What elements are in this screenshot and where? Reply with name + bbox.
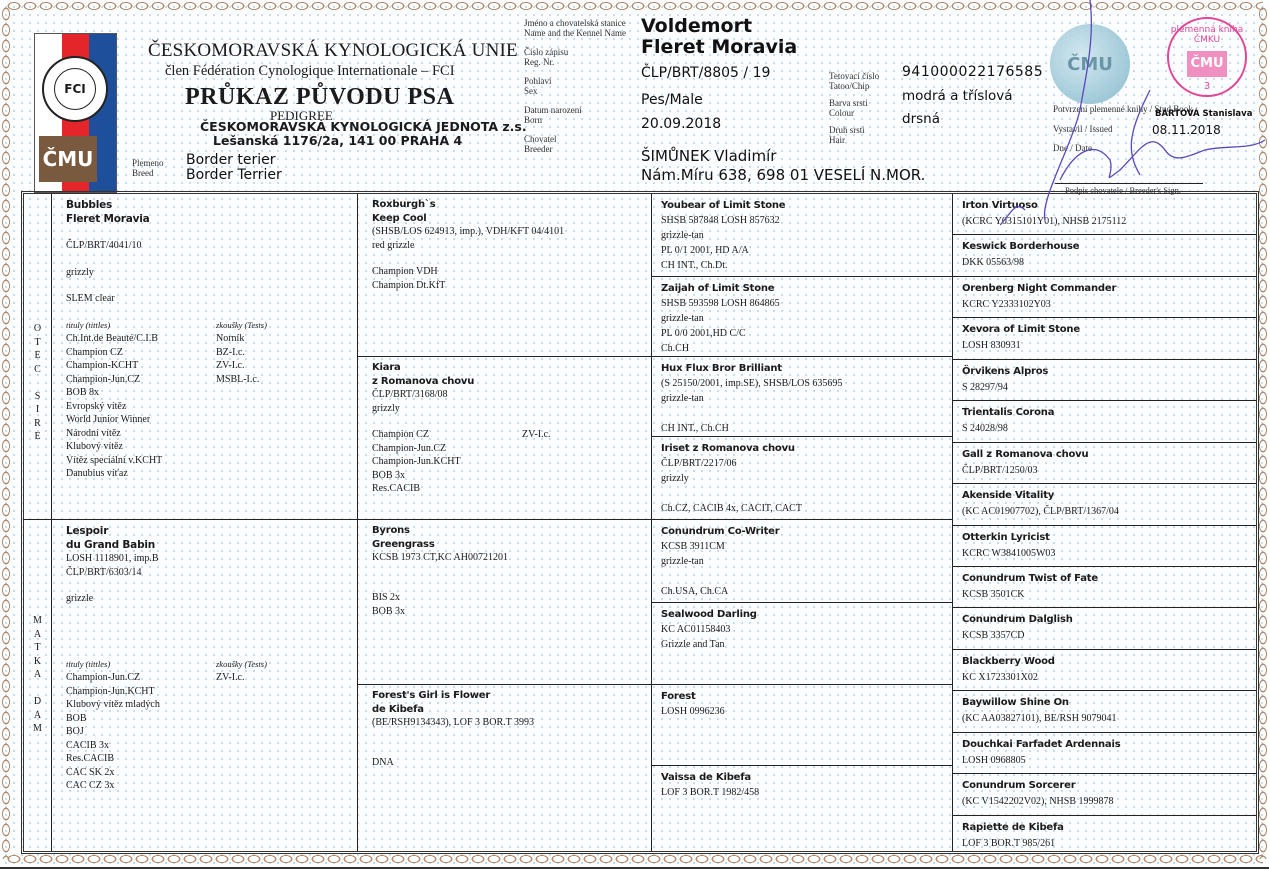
title-item: Klubový vítěz mladých [66, 699, 160, 710]
dog-reg-number: ČLP/BRT/8805 / 19 [641, 65, 771, 81]
title-item: BOB 3x [372, 469, 406, 481]
titles-tests [372, 756, 651, 770]
title-item: Champion CZ [66, 346, 123, 358]
hair-label: Druh srsti Hair [829, 125, 865, 145]
ancestor-kennel: de Kibefa [372, 703, 424, 715]
studbook-label: Potvrzení plemenné knihy / Stud Book [1053, 104, 1193, 114]
ancestor-name: Rapiette de Kibefa [962, 822, 1064, 833]
ancestor-cell [953, 484, 1256, 526]
ancestor-cell [953, 567, 1256, 608]
test-item: ZV-I.c. [522, 429, 551, 440]
ancestor-reg: LOSH 830931 [962, 340, 1021, 351]
title-item: Champion VDH [372, 266, 438, 277]
ancestor-name: Conundrum Dalglish [962, 614, 1073, 625]
ancestor-name: Akenside Vitality [962, 490, 1055, 501]
title-item: Champion-Jun.CZ [66, 373, 141, 385]
ancestor-info: SHSB 587848 LOSH 857632 [661, 215, 780, 226]
side-letter: R [34, 417, 41, 429]
test-item: MSBL-I.c. [216, 373, 260, 385]
side-letter [24, 376, 51, 390]
titles-list [372, 428, 522, 496]
title-item: Champion-Jun.CZ [66, 672, 141, 683]
side-letter: E [34, 350, 41, 361]
cmku-hologram-icon: ČMU [1050, 24, 1130, 104]
titles-tests [372, 265, 651, 292]
studbook-stamp: plemenná kniha ČMKU ČMU 3 [1167, 17, 1247, 97]
title-item: BOB 8x [66, 387, 100, 398]
ancestor-name: Otterkin Lyricist [962, 532, 1050, 543]
ancestor-cell [652, 766, 952, 857]
spacer [372, 415, 651, 428]
ancestor-name: Hux Flux Bror Brilliant [661, 363, 782, 374]
ancestor-name: Conundrum Twist of Fate [962, 573, 1098, 584]
ancestor-info: Ch.CZ, CACIB 4x, CACIT, CACT [661, 503, 802, 514]
ancestor-name: Conundrum Sorcerer [962, 780, 1076, 791]
dog-chip: 941000022176585 [902, 64, 1044, 80]
ancestor-reg: (KC V1542202V02), NHSB 1999878 [962, 796, 1114, 807]
titles-tests [372, 591, 651, 618]
ancestor-reg: S 24028/98 [962, 423, 1008, 434]
dam-cell: Lespoir du Grand Babin LOSH 1118901, imp.B ČLP/BRT/6303/14 grizzle tituly (tittles) zkoušky (Tests) Champion-Jun.CZ Champion-Jun.KCHT Klubový vítěz mladých BOB BOJ CACIB 3x Res.CACIB CAC SK 2x CAC CZ 3x ZV-I.c. [66, 525, 267, 791]
ancestor-reg: DKK 05563/98 [962, 257, 1024, 268]
generation-3 [651, 194, 952, 851]
breeder-label: Chovatel Breeder [524, 134, 557, 154]
spacer [372, 578, 651, 591]
ancestor-info: (S 25150/2001, imp.SE), SHSB/LOS 635695 [661, 378, 843, 389]
generation-4 [952, 194, 1256, 851]
ancestor-cell [953, 526, 1256, 567]
ancestor-info: grizzle-tan [661, 313, 704, 324]
side-letter: E [34, 431, 41, 442]
ancestor-cell [652, 357, 952, 437]
ancestor-reg: (KCRC Y0315101Y01), NHSB 2175112 [962, 216, 1127, 227]
side-letter: C [34, 363, 41, 375]
ancestor-name: Forest [661, 691, 696, 702]
title-item: Champion-KCHT [66, 360, 139, 371]
ancestor-name: Zaijah of Limit Stone [661, 283, 775, 294]
side-letter [24, 682, 51, 696]
ancestor-info: PL 0/1 2001, HD A/A [661, 245, 749, 256]
born-label: Datum narození Born [524, 105, 582, 125]
spacer [372, 743, 651, 756]
ancestor-name: Vaissa de Kibefa [661, 772, 751, 783]
ancestor-cell [358, 685, 651, 857]
document-title: PRŮKAZ PŮVODU PSA [185, 84, 455, 110]
title-item: CACIB 3x [66, 739, 110, 751]
ancestor-cell [953, 318, 1256, 360]
ancestor-name: Sealwood Darling [661, 609, 757, 620]
breed-label: Plemeno Breed [132, 158, 164, 178]
dog-hair: drsná [902, 111, 940, 127]
ancestor-cell [652, 277, 952, 357]
ancestor-colour [372, 730, 651, 744]
ancestor-cell [953, 194, 1256, 235]
ancestor-kennel: z Romanova chovu [372, 375, 475, 387]
titles-tests [372, 428, 651, 496]
ancestor-reg: (SHSB/LOS 624913, imp.), VDH/KFT 04/4101 [372, 226, 565, 237]
breed-cz: Border terier [186, 152, 276, 168]
ancestor-cell [358, 357, 651, 520]
ancestor-info: KC AC01158403 [661, 624, 731, 635]
ancestor-info: LOSH 0996236 [661, 706, 725, 717]
title-item: Res.CACIB [372, 483, 421, 494]
ancestor-reg: (KC AC01907702), ČLP/BRT/1367/04 [962, 506, 1119, 517]
ancestor-name: Forest's Girl is Flower [372, 690, 491, 701]
title-item: Evropský vítěz [66, 400, 127, 412]
ancestor-name: Iriset z Romanova chovu [661, 443, 795, 454]
title-item: Danubius víťaz [66, 468, 128, 479]
side-letter: O [33, 323, 42, 334]
ancestor-name: Byrons [372, 525, 410, 536]
signature-line [1055, 183, 1203, 184]
ancestor-cell [953, 816, 1256, 857]
ancestor-reg: ČLP/BRT/3168/08 [372, 389, 448, 400]
title-item: Champion CZ [372, 429, 429, 440]
ancestor-name: Örvikens Alpros [962, 366, 1049, 377]
ancestor-name: Kiara [372, 362, 401, 373]
ancestor-kennel: Keep Cool [372, 212, 427, 224]
side-letter: M [33, 615, 42, 626]
side-letter: T [34, 642, 41, 653]
title-item: Ch.Int.de Beauté/C.I.B [66, 333, 158, 344]
ancestor-cell [652, 194, 952, 277]
ancestor-info: KCSB 3911CM [661, 541, 725, 552]
ancestor-cell [652, 685, 952, 766]
cmku-fci-logo [34, 33, 117, 193]
generation-2 [357, 194, 651, 851]
sire-vertical-label [24, 322, 51, 444]
title-item: Champion Dt.KfT [372, 279, 446, 291]
dam-vertical-label [24, 614, 51, 736]
breeder-sign-label: Podpis chovatele / Breeder's Sign. [1065, 185, 1182, 195]
ancestor-name: Conundrum Co-Writer [661, 526, 780, 537]
side-letter: I [35, 404, 40, 415]
ancestor-cell [953, 733, 1256, 774]
ancestor-info [661, 486, 952, 501]
ancestor-cell [652, 520, 952, 603]
ancestor-info: grizzle-tan [661, 230, 704, 241]
dog-colour: modrá a tříslová [902, 88, 1013, 104]
ancestor-info: ČLP/BRT/2217/06 [661, 458, 737, 469]
title-item: Národní vítěz [66, 427, 121, 439]
ancestor-name: Blackberry Wood [962, 656, 1055, 667]
ancestor-name: Douchkai Farfadet Ardennais [962, 739, 1121, 750]
ancestor-reg: KCRC Y2333102Y03 [962, 299, 1051, 310]
scan-edge [0, 867, 1269, 879]
ancestor-cell [953, 277, 1256, 318]
titles-list [372, 756, 522, 770]
ancestor-reg: KCSB 3501CK [962, 589, 1025, 600]
chip-label: Tetovací číslo Tatoo/Chip [829, 71, 880, 91]
ancestor-cell [953, 650, 1256, 691]
title-item: Champion-Jun.CZ [372, 442, 447, 454]
issued-date: 08.11.2018 [1152, 123, 1221, 137]
ancestor-reg: KCSB 3357CD [962, 630, 1025, 641]
breeder: ŠIMŮNEK Vladimír Nám.Míru 638, 698 01 VESELÍ N.MOR. [641, 147, 926, 184]
ancestor-reg: S 28297/94 [962, 382, 1008, 393]
ancestor-reg: KCRC W3841005W03 [962, 548, 1056, 559]
fci-membership: člen Fédération Cynologique Internationale – FCI [165, 63, 455, 79]
ancestor-cell [953, 608, 1256, 650]
sire-cell: Bubbles Fleret Moravia ČLP/BRT/4041/10 grizzly SLEM clear tituly (tittles) zkoušky (Tests) Ch.Int.de Beauté/C.I.B Champion CZ Champion-KCHT Champion-Jun.CZ BOB 8x Evropský vítěz World Junior Winner Národní vítěz Klubový vítěz Vítěz speciální v.KCHT Danubius víťaz Norník BZ-I.c. ZV-I.c. MSBL-I.c. [52, 194, 357, 520]
ancestor-cell [953, 691, 1256, 733]
title-item: Champion-Jun.KCHT [372, 456, 461, 467]
ancestor-info [661, 406, 952, 421]
reg-label: Číslo zápisu Reg. Nr. [524, 47, 569, 67]
document-subtitle: PEDIGREE [270, 108, 333, 123]
ancestor-info: Ch.CH [661, 343, 690, 354]
ancestor-info: CH INT., Ch.Dt. [661, 260, 728, 271]
dog-name: Voldemort Fleret Moravia [641, 15, 798, 58]
union-title: ČESKOMORAVSKÁ KYNOLOGICKÁ UNIE [148, 40, 518, 61]
test-item: Norník [216, 333, 245, 344]
ancestor-name: Youbear of Limit Stone [661, 200, 786, 211]
pedigree-table [21, 191, 1259, 854]
side-letter: A [33, 628, 42, 640]
ancestor-cell [953, 401, 1256, 443]
side-letter: T [34, 336, 41, 348]
ancestor-cell [953, 235, 1256, 277]
title-item: DNA [372, 757, 394, 768]
ancestor-cell [358, 520, 651, 685]
ancestor-info: PL 0/0 2001,HD C/C [661, 328, 746, 339]
test-item: ZV-I.c. [216, 360, 245, 371]
ancestor-cell [652, 603, 952, 685]
ancestor-name: Roxburgh`s [372, 199, 436, 210]
title-item: CAC CZ 3x [66, 780, 115, 791]
ancestor-name: Xevora of Limit Stone [962, 324, 1080, 335]
club-address: Lešanská 1176/2a, 141 00 PRAHA 4 [213, 133, 463, 148]
ancestor-info: SHSB 593598 LOSH 864865 [661, 298, 780, 309]
title-item: BOJ [66, 726, 84, 737]
test-item: BZ-I.c. [216, 346, 245, 358]
issuer-name: BÁRTOVÁ Stanislava [1155, 109, 1253, 119]
ancestor-colour: grizzly [372, 402, 400, 414]
title-item: Res.CACIB [66, 753, 115, 764]
ancestor-name: Keswick Borderhouse [962, 241, 1080, 252]
ancestor-reg: LOF 3 BOR.T 985/261 [962, 838, 1056, 849]
decorative-border-left [0, 6, 12, 859]
tests-list [522, 428, 551, 496]
generation-1 [51, 194, 357, 851]
side-letter: M [33, 723, 42, 734]
ancestor-info: CH INT., Ch.CH [661, 423, 729, 434]
ancestor-info: grizzly [661, 473, 689, 484]
ancestor-info: Ch.USA, Ch.CA [661, 586, 729, 597]
side-labels [24, 194, 51, 851]
side-letter: A [33, 669, 42, 680]
ancestor-cell [358, 194, 651, 357]
ancestor-name: Irton Virtuoso [962, 200, 1038, 211]
ancestor-reg: LOSH 0968805 [962, 755, 1026, 766]
title-item: CAC SK 2x [66, 766, 115, 778]
titles-list [372, 591, 522, 618]
dog-born: 20.09.2018 [641, 116, 722, 132]
dog-sex: Pes/Male [641, 92, 703, 108]
title-item: Champion-Jun.KCHT [66, 685, 155, 697]
title-item: BIS 2x [372, 592, 401, 603]
ancestor-name: Trientalis Corona [962, 407, 1055, 418]
title-item: World Junior Winner [66, 414, 151, 425]
date-label: Dne / Date [1053, 143, 1092, 153]
ancestor-info: LOF 3 BOR.T 1982/458 [661, 787, 760, 798]
ancestor-reg: KCSB 1973 CT,KC AH00721201 [372, 552, 508, 563]
ancestor-name: Orenberg Night Commander [962, 283, 1117, 294]
title-item: Klubový vítěz [66, 441, 123, 452]
ancestor-info: grizzle-tan [661, 393, 704, 404]
ancestor-cell [953, 443, 1256, 484]
colour-label: Barva srsti Colour [829, 98, 868, 118]
spacer [372, 252, 651, 265]
title-item: Vítěz speciální v.KCHT [66, 454, 163, 466]
ancestor-reg: ČLP/BRT/1250/03 [962, 465, 1038, 476]
ancestor-info [661, 569, 952, 584]
ancestor-kennel: Greengrass [372, 538, 435, 550]
test-item: ZV-I.c. [216, 672, 245, 683]
decorative-border-top [6, 0, 1263, 12]
name-label: Jméno a chovatelská stanice Name and the Kennel Name [524, 18, 626, 38]
fci-seal-icon: FCI [42, 56, 108, 122]
ancestor-cell [652, 437, 952, 520]
side-letter: A [33, 709, 42, 721]
titles-list [372, 265, 522, 292]
club-name: ČESKOMORAVSKÁ KYNOLOGICKÁ JEDNOTA z.s. [200, 119, 527, 134]
ancestor-info: Grizzle and Tan [661, 639, 725, 650]
ancestor-name: Gall z Romanova chovu [962, 449, 1089, 460]
ancestor-reg: KC X1723301X02 [962, 672, 1038, 683]
ancestor-cell [953, 360, 1256, 401]
ancestor-reg: (KC AA03827101), BE/RSH 9079041 [962, 713, 1117, 724]
cmku-mark-icon: ČMU [39, 136, 97, 182]
ancestor-reg: (BE/RSH9134343), LOF 3 BOR.T 3993 [372, 717, 535, 728]
side-letter: S [34, 390, 41, 402]
title-item: BOB 3x [372, 605, 406, 617]
title-item: BOB [66, 712, 87, 724]
ancestor-name: Baywillow Shine On [962, 697, 1069, 708]
sex-label: Pohlaví Sex [524, 76, 552, 96]
ancestor-info: grizzle-tan [661, 556, 704, 567]
side-letter: K [33, 655, 42, 667]
issued-label: Vystavil / Issued [1053, 124, 1113, 134]
ancestor-cell [953, 774, 1256, 816]
ancestor-colour: red grizzle [372, 239, 415, 251]
ancestor-colour [372, 565, 651, 579]
breed-en: Border Terrier [186, 167, 282, 183]
side-letter: D [33, 696, 42, 707]
